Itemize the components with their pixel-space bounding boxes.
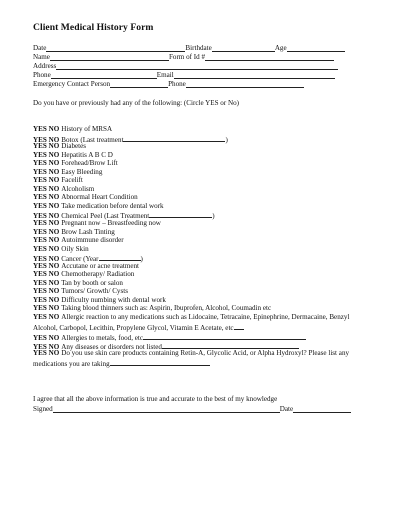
signed-label: Signed [33,405,53,413]
form-id-label: Form of Id # [168,53,206,61]
yes-no-choice[interactable]: YES NO [33,304,60,313]
answer-blank[interactable] [162,341,299,349]
yes-no-choice[interactable]: YES NO [33,287,60,296]
address-label: Address [33,62,57,70]
yes-no-choice[interactable]: YES NO [33,278,60,287]
condition-item [33,228,373,237]
condition-item [33,125,373,134]
form-title: Client Medical History Form [33,22,154,33]
phone-label: Phone [33,71,51,79]
yes-no-choice[interactable]: YES NO [33,184,60,193]
condition-item [33,279,373,288]
sign-date-field[interactable] [293,405,351,413]
yes-no-choice[interactable]: YES NO [33,125,60,133]
answer-blank[interactable] [234,322,244,330]
condition-item [33,341,373,350]
yes-no-choice[interactable]: YES NO [33,150,60,159]
condition-item [33,219,373,228]
condition-label: Tan by booth or salon [61,278,123,287]
condition-item [33,151,373,160]
condition-label: Taking blood thinners such as: Aspirin, Ibuprofen, Alcohol, Coumadin etc [61,304,272,313]
condition-label: Chemotherapy/ Radiation [61,270,135,279]
yes-no-choice[interactable]: YES NO [33,334,60,343]
condition-label: Cancer (Year [61,255,99,264]
condition-item [33,134,373,143]
condition-item [33,210,373,219]
answer-blank[interactable] [110,358,210,366]
yes-no-choice[interactable]: YES NO [33,270,60,279]
yes-no-choice[interactable]: YES NO [33,142,60,151]
condition-label: Tumors/ Growth/ Cysts [61,287,128,296]
yes-no-choice[interactable]: YES NO [33,176,60,185]
condition-item [33,159,373,168]
condition-label: Difficulty numbing with dental work [61,295,166,304]
condition-label: Do you use skin care products containing Retin-A, Glycolic Acid, or Alpha Hydroxyl? Please list any medications you are taking [33,349,350,368]
condition-label: Alcoholism [61,184,95,193]
emergency-contact-label: Emergency Contact Person [33,80,111,88]
condition-item [33,176,373,185]
condition-item [33,142,373,151]
closing-paren: ) [225,135,228,144]
agreement-text: I agree that all the above information is true and accurate to the best of my knowledge [33,395,278,403]
yes-no-choice[interactable]: YES NO [33,193,60,202]
answer-blank[interactable] [149,210,215,221]
condition-label: Chemical Peel (Last Treatment [61,212,150,221]
condition-label: Abnormal Heart Condition [61,193,138,202]
yes-no-choice[interactable]: YES NO [33,295,60,304]
yes-no-choice[interactable]: YES NO [33,167,60,176]
condition-label: Autoimmune disorder [61,236,124,245]
yes-no-choice[interactable]: YES NO [33,349,60,358]
yes-no-choice[interactable]: YES NO [33,244,60,253]
yes-no-choice[interactable]: YES NO [33,227,60,236]
closing-paren: ) [140,255,143,264]
condition-item [33,332,373,341]
yes-no-choice[interactable]: YES NO [33,313,60,322]
condition-item [33,287,373,296]
yes-no-choice[interactable]: YES NO [33,255,60,264]
question-text: Do you have or previously had any of the following: (Circle YES or No) [33,99,240,107]
condition-label: Take medication before dental work [61,201,164,210]
answer-blank[interactable] [123,134,228,144]
condition-item [33,349,373,368]
condition-list [33,125,373,368]
emergency-phone-field[interactable] [186,80,304,88]
emergency-contact-field[interactable] [110,80,168,88]
condition-label: Hepatitis A B C D [61,150,113,159]
condition-item [33,304,373,313]
answer-blank[interactable] [143,332,306,340]
emergency-phone-label: Phone [168,80,186,88]
yes-no-choice[interactable]: YES NO [33,261,60,270]
yes-no-choice[interactable]: YES NO [33,219,60,228]
condition-label: Accutane or acne treatment [61,261,140,270]
email-label: Email [156,71,174,79]
condition-label: Facelift [61,176,83,185]
condition-label: Pregnant now – Breastfeeding now [61,219,161,228]
condition-label: Diabetes [61,142,87,151]
condition-label: Allergies to metals, food, etc [61,334,144,343]
condition-label: Botox (Last treatment [61,135,124,144]
yes-no-choice[interactable]: YES NO [33,236,60,245]
closing-paren: ) [212,212,215,221]
condition-item [33,193,373,202]
condition-item [33,236,373,245]
signature-row [33,404,351,413]
condition-item [33,313,373,332]
yes-no-choice[interactable]: YES NO [33,135,60,144]
condition-item [33,202,373,211]
date-label: Date [33,44,47,52]
yes-no-choice[interactable]: YES NO [33,159,60,168]
condition-item [33,253,373,262]
condition-item [33,245,373,254]
condition-item [33,262,373,271]
condition-label: Easy Bleeding [61,167,103,176]
condition-label: History of MRSA [61,125,113,133]
condition-label: Forehead/Brow Lift [61,159,118,168]
yes-no-choice[interactable]: YES NO [33,342,60,351]
condition-item [33,296,373,305]
condition-label: Any diseases or disorders not listed [61,342,162,351]
sign-date-label: Date [279,405,294,413]
condition-label: Oily Skin [61,244,89,253]
condition-item [33,185,373,194]
birthdate-label: Birthdate [185,44,212,52]
signature-field[interactable] [53,405,280,413]
condition-label: Allergic reaction to any medications such as Lidocaine, Tetracaine, Epinephrine, Dermacaine, Benzyl Alcohol, Carbopol, Lecithin, Propylene Glycol, Vitamin E Acetate, etc [33,313,350,332]
condition-item [33,270,373,279]
yes-no-choice[interactable]: YES NO [33,201,60,210]
condition-label: Brow Lash Tinting [61,227,115,236]
condition-item [33,168,373,177]
emergency-row [33,78,304,88]
name-label: Name [33,53,50,61]
answer-blank[interactable] [99,253,143,264]
yes-no-choice[interactable]: YES NO [33,212,60,221]
age-label: Age [274,44,287,52]
